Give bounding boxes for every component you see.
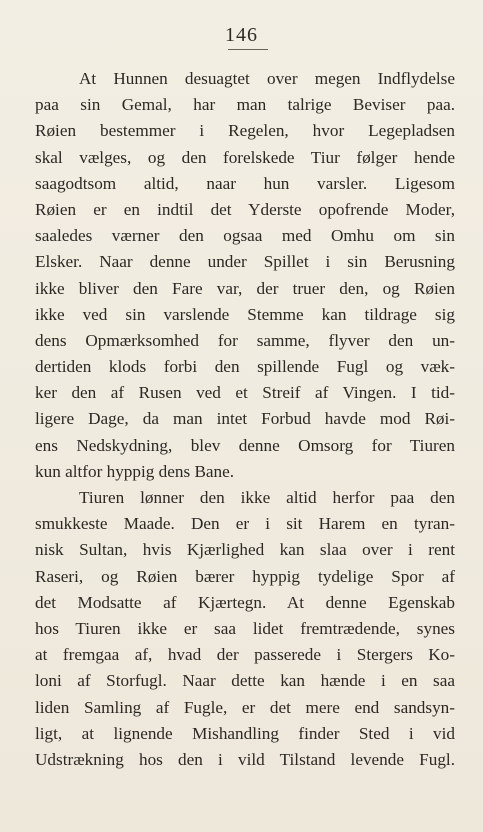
text-line: Udstrækning hos den i vild Tilstand levende Fugl. bbox=[35, 749, 455, 769]
text-line: Røien er en indtil det Yderste opofrende Moder, bbox=[35, 199, 455, 219]
text-line: at fremgaa af, hvad der passerede i Stergers Ko- bbox=[35, 645, 455, 665]
page-number-underline bbox=[228, 49, 268, 50]
text-line: dens Opmærksomhed for samme, flyver den un- bbox=[35, 330, 455, 350]
text-line: ikke bliver den Fare var, der truer den, og Røien bbox=[35, 278, 455, 298]
text-line: ker den af Rusen ved et Streif af Vingen. I tid- bbox=[35, 383, 455, 403]
text-line: dertiden klods forbi den spillende Fugl og væk- bbox=[35, 357, 455, 377]
text-line: loni af Storfugl. Naar dette kan hænde i en saa bbox=[35, 671, 455, 691]
text-line: ikke ved sin varslende Stemme kan tildrage sig bbox=[35, 304, 455, 324]
page-number: 146 bbox=[225, 24, 258, 46]
text-line: kun altfor hyppig dens Bane. bbox=[35, 461, 235, 481]
text-line: saagodtsom altid, naar hun varsler. Ligesom bbox=[35, 173, 455, 193]
text-line: ligt, at lignende Mishandling finder Sted i vid bbox=[35, 723, 455, 743]
text-line: paa sin Gemal, har man talrige Beviser paa. bbox=[35, 95, 455, 115]
text-line: nisk Sultan, hvis Kjærlighed kan slaa over i rent bbox=[35, 540, 455, 560]
text-line: skal vælges, og den forelskede Tiur følger hende bbox=[35, 147, 455, 167]
text-line: saaledes værner den ogsaa med Omhu om sin bbox=[35, 226, 455, 246]
text-line: hos Tiuren ikke er saa lidet fremtrædende, synes bbox=[35, 618, 455, 638]
text-line: Elsker. Naar denne under Spillet i sin Berusning bbox=[35, 252, 455, 272]
paragraph-2 bbox=[35, 485, 455, 773]
text-line: liden Samling af Fugle, er det mere end sandsyn- bbox=[35, 697, 455, 717]
text-line: Røien bestemmer i Regelen, hvor Legepladsen bbox=[35, 121, 455, 141]
text-line: ens Nedskydning, blev denne Omsorg for Tiuren bbox=[35, 435, 455, 455]
text-line: det Modsatte af Kjærtegn. At denne Egenskab bbox=[35, 592, 455, 612]
text-line: ligere Dage, da man intet Forbud havde mod Røi- bbox=[35, 409, 455, 429]
text-line: smukkeste Maade. Den er i sit Harem en tyran- bbox=[35, 514, 455, 534]
text-line: At Hunnen desuagtet over megen Indflydelse bbox=[79, 69, 455, 88]
text-line: Tiuren lønner den ikke altid herfor paa den bbox=[79, 488, 455, 507]
text-line: Raseri, og Røien bærer hyppig tydelige Spor af bbox=[35, 566, 455, 586]
paragraph-1 bbox=[35, 66, 455, 485]
body-text bbox=[35, 66, 455, 773]
